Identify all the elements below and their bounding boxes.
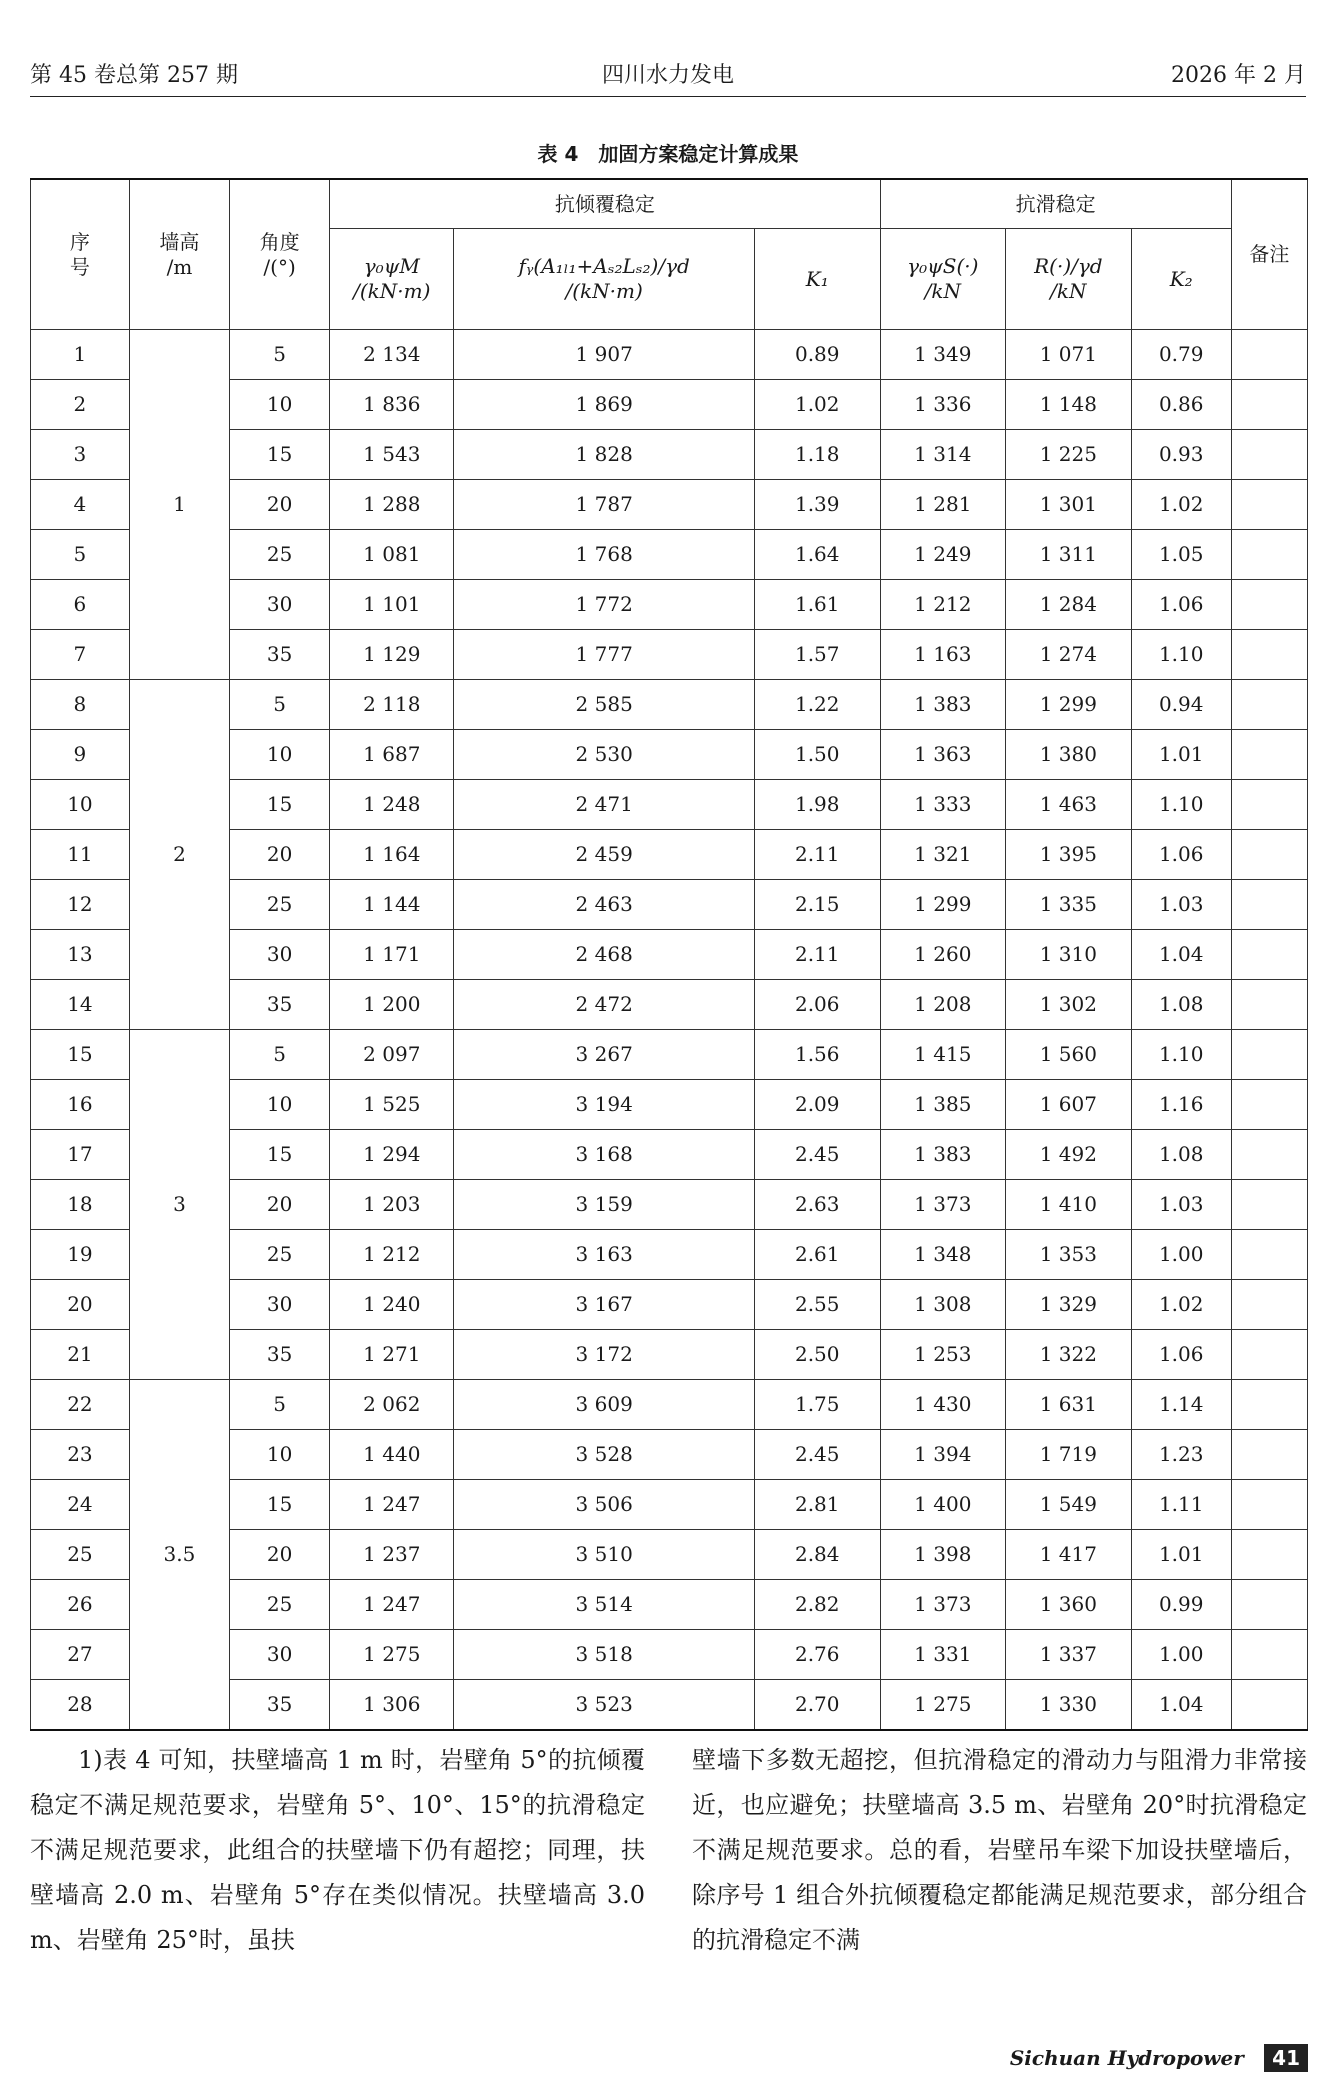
- cell-overturn-moment: 1 101: [330, 580, 454, 630]
- cell-k1: 1.22: [754, 680, 880, 730]
- cell-remarks: [1231, 380, 1307, 430]
- header-resist-moment: fᵧ(A₁ₗ₁+Aₛ₂Lₛ₂)/γd /(kN·m): [454, 229, 755, 330]
- cell-remarks: [1231, 430, 1307, 480]
- cell-angle: 30: [230, 580, 330, 630]
- cell-angle: 10: [230, 1430, 330, 1480]
- table-row: [31, 1380, 1308, 1430]
- cell-k1: 1.18: [754, 430, 880, 480]
- cell-slide-force: 1 212: [880, 580, 1006, 630]
- cell-overturn-moment: 2 097: [330, 1030, 454, 1080]
- cell-angle: 20: [230, 830, 330, 880]
- cell-k1: 2.11: [754, 930, 880, 980]
- issue-info: 第 45 卷总第 257 期: [30, 63, 238, 88]
- cell-angle: 25: [230, 1580, 330, 1630]
- cell-slide-force: 1 321: [880, 830, 1006, 880]
- header-angle: 角度 /(°): [230, 179, 330, 330]
- cell-angle: 35: [230, 1680, 330, 1731]
- cell-k1: 1.61: [754, 580, 880, 630]
- cell-seq: 17: [31, 1130, 130, 1180]
- cell-k1: 2.81: [754, 1480, 880, 1530]
- cell-resist-moment: 2 459: [454, 830, 755, 880]
- cell-seq: 22: [31, 1380, 130, 1430]
- cell-resist-force: 1 560: [1006, 1030, 1132, 1080]
- cell-remarks: [1231, 1580, 1307, 1630]
- cell-k2: 1.03: [1131, 880, 1231, 930]
- cell-seq: 25: [31, 1530, 130, 1580]
- cell-resist-moment: 2 585: [454, 680, 755, 730]
- cell-slide-force: 1 383: [880, 1130, 1006, 1180]
- cell-overturn-moment: 1 081: [330, 530, 454, 580]
- cell-angle: 5: [230, 330, 330, 380]
- cell-overturn-moment: 1 247: [330, 1580, 454, 1630]
- cell-remarks: [1231, 530, 1307, 580]
- cell-overturn-moment: 1 836: [330, 380, 454, 430]
- cell-k2: 0.79: [1131, 330, 1231, 380]
- cell-resist-moment: 1 828: [454, 430, 755, 480]
- cell-overturn-moment: 1 543: [330, 430, 454, 480]
- cell-overturn-moment: 1 129: [330, 630, 454, 680]
- cell-remarks: [1231, 680, 1307, 730]
- cell-remarks: [1231, 880, 1307, 930]
- cell-seq: 3: [31, 430, 130, 480]
- cell-slide-force: 1 394: [880, 1430, 1006, 1480]
- cell-remarks: [1231, 1380, 1307, 1430]
- cell-slide-force: 1 383: [880, 680, 1006, 730]
- cell-k2: 0.99: [1131, 1580, 1231, 1630]
- cell-resist-moment: 3 506: [454, 1480, 755, 1530]
- cell-resist-force: 1 311: [1006, 530, 1132, 580]
- header-k2: K₂: [1131, 229, 1231, 330]
- cell-k2: 1.06: [1131, 1330, 1231, 1380]
- cell-remarks: [1231, 1230, 1307, 1280]
- cell-remarks: [1231, 1330, 1307, 1380]
- header-wall-height: 墙高 /m: [129, 179, 229, 330]
- cell-angle: 5: [230, 1380, 330, 1430]
- cell-resist-moment: 1 772: [454, 580, 755, 630]
- cell-resist-force: 1 329: [1006, 1280, 1132, 1330]
- cell-overturn-moment: 1 248: [330, 780, 454, 830]
- cell-wall-height: 2: [129, 680, 229, 1030]
- cell-wall-height: 3: [129, 1030, 229, 1380]
- cell-k1: 2.45: [754, 1430, 880, 1480]
- cell-overturn-moment: 1 271: [330, 1330, 454, 1380]
- cell-k2: 1.00: [1131, 1230, 1231, 1280]
- cell-k1: 2.70: [754, 1680, 880, 1731]
- cell-angle: 35: [230, 980, 330, 1030]
- cell-overturn-moment: 1 306: [330, 1680, 454, 1731]
- cell-remarks: [1231, 1280, 1307, 1330]
- cell-seq: 15: [31, 1030, 130, 1080]
- cell-angle: 10: [230, 730, 330, 780]
- cell-angle: 15: [230, 1480, 330, 1530]
- cell-slide-force: 1 415: [880, 1030, 1006, 1080]
- cell-angle: 15: [230, 780, 330, 830]
- cell-remarks: [1231, 480, 1307, 530]
- footer-journal-name: Sichuan Hydropower: [1009, 2046, 1244, 2070]
- page-footer: [1010, 2044, 1308, 2076]
- cell-resist-moment: 2 463: [454, 880, 755, 930]
- cell-angle: 25: [230, 530, 330, 580]
- cell-slide-force: 1 349: [880, 330, 1006, 380]
- cell-slide-force: 1 314: [880, 430, 1006, 480]
- cell-seq: 20: [31, 1280, 130, 1330]
- cell-resist-moment: 2 530: [454, 730, 755, 780]
- cell-k2: 1.06: [1131, 580, 1231, 630]
- cell-overturn-moment: 1 687: [330, 730, 454, 780]
- cell-seq: 23: [31, 1430, 130, 1480]
- cell-k1: 2.09: [754, 1080, 880, 1130]
- running-head: [30, 58, 1306, 88]
- cell-overturn-moment: 1 247: [330, 1480, 454, 1530]
- cell-seq: 19: [31, 1230, 130, 1280]
- cell-k2: 0.94: [1131, 680, 1231, 730]
- cell-seq: 4: [31, 480, 130, 530]
- cell-remarks: [1231, 1080, 1307, 1130]
- header-overturn-moment: γ₀ψM /(kN·m): [330, 229, 454, 330]
- cell-remarks: [1231, 630, 1307, 680]
- cell-remarks: [1231, 1530, 1307, 1580]
- cell-k1: 2.11: [754, 830, 880, 880]
- cell-resist-force: 1 607: [1006, 1080, 1132, 1130]
- cell-resist-force: 1 631: [1006, 1380, 1132, 1430]
- cell-remarks: [1231, 830, 1307, 880]
- cell-seq: 9: [31, 730, 130, 780]
- cell-resist-moment: 3 523: [454, 1680, 755, 1731]
- cell-remarks: [1231, 1630, 1307, 1680]
- cell-angle: 5: [230, 680, 330, 730]
- cell-k2: 1.01: [1131, 1530, 1231, 1580]
- cell-slide-force: 1 281: [880, 480, 1006, 530]
- cell-resist-moment: 1 768: [454, 530, 755, 580]
- cell-angle: 20: [230, 1180, 330, 1230]
- cell-angle: 20: [230, 480, 330, 530]
- cell-angle: 20: [230, 1530, 330, 1580]
- cell-slide-force: 1 208: [880, 980, 1006, 1030]
- cell-slide-force: 1 398: [880, 1530, 1006, 1580]
- cell-remarks: [1231, 780, 1307, 830]
- table-row: [31, 1030, 1308, 1080]
- cell-remarks: [1231, 930, 1307, 980]
- cell-k2: 1.16: [1131, 1080, 1231, 1130]
- cell-resist-force: 1 492: [1006, 1130, 1132, 1180]
- cell-resist-force: 1 335: [1006, 880, 1132, 930]
- cell-k1: 1.98: [754, 780, 880, 830]
- cell-resist-force: 1 284: [1006, 580, 1132, 630]
- cell-overturn-moment: 1 203: [330, 1180, 454, 1230]
- cell-slide-force: 1 299: [880, 880, 1006, 930]
- cell-k2: 1.11: [1131, 1480, 1231, 1530]
- header-remarks: 备注: [1231, 179, 1307, 330]
- cell-resist-force: 1 380: [1006, 730, 1132, 780]
- cell-resist-force: 1 301: [1006, 480, 1132, 530]
- cell-k2: 1.05: [1131, 530, 1231, 580]
- cell-k1: 0.89: [754, 330, 880, 380]
- page-number: 41: [1264, 2044, 1308, 2072]
- cell-k2: 1.02: [1131, 480, 1231, 530]
- cell-slide-force: 1 275: [880, 1680, 1006, 1731]
- header-rule: [30, 96, 1306, 97]
- cell-overturn-moment: 2 118: [330, 680, 454, 730]
- cell-slide-force: 1 385: [880, 1080, 1006, 1130]
- cell-k2: 1.10: [1131, 780, 1231, 830]
- cell-remarks: [1231, 1430, 1307, 1480]
- cell-resist-force: 1 071: [1006, 330, 1132, 380]
- cell-seq: 6: [31, 580, 130, 630]
- cell-resist-force: 1 225: [1006, 430, 1132, 480]
- cell-seq: 16: [31, 1080, 130, 1130]
- cell-k1: 2.50: [754, 1330, 880, 1380]
- cell-resist-moment: 2 468: [454, 930, 755, 980]
- cell-angle: 10: [230, 1080, 330, 1130]
- cell-resist-force: 1 322: [1006, 1330, 1132, 1380]
- cell-wall-height: 1: [129, 330, 229, 680]
- cell-slide-force: 1 163: [880, 630, 1006, 680]
- cell-resist-force: 1 463: [1006, 780, 1132, 830]
- cell-k1: 1.64: [754, 530, 880, 580]
- cell-overturn-moment: 1 164: [330, 830, 454, 880]
- cell-slide-force: 1 331: [880, 1630, 1006, 1680]
- cell-resist-force: 1 417: [1006, 1530, 1132, 1580]
- cell-resist-moment: 2 472: [454, 980, 755, 1030]
- cell-resist-moment: 3 510: [454, 1530, 755, 1580]
- cell-resist-moment: 3 267: [454, 1030, 755, 1080]
- cell-angle: 35: [230, 1330, 330, 1380]
- header-seq: 序 号: [31, 179, 130, 330]
- cell-overturn-moment: 1 144: [330, 880, 454, 930]
- cell-k2: 0.93: [1131, 430, 1231, 480]
- header-k1: K₁: [754, 229, 880, 330]
- cell-angle: 25: [230, 880, 330, 930]
- cell-k2: 1.00: [1131, 1630, 1231, 1680]
- cell-overturn-moment: 1 525: [330, 1080, 454, 1130]
- cell-slide-force: 1 336: [880, 380, 1006, 430]
- cell-k1: 2.55: [754, 1280, 880, 1330]
- cell-slide-force: 1 253: [880, 1330, 1006, 1380]
- cell-k2: 1.04: [1131, 930, 1231, 980]
- cell-angle: 30: [230, 1280, 330, 1330]
- cell-angle: 10: [230, 380, 330, 430]
- cell-resist-moment: 3 168: [454, 1130, 755, 1180]
- cell-resist-force: 1 330: [1006, 1680, 1132, 1731]
- cell-overturn-moment: 1 212: [330, 1230, 454, 1280]
- cell-resist-force: 1 302: [1006, 980, 1132, 1030]
- cell-overturn-moment: 1 237: [330, 1530, 454, 1580]
- cell-k2: 1.08: [1131, 1130, 1231, 1180]
- cell-k2: 1.06: [1131, 830, 1231, 880]
- cell-k1: 2.15: [754, 880, 880, 930]
- cell-resist-force: 1 410: [1006, 1180, 1132, 1230]
- cell-resist-force: 1 310: [1006, 930, 1132, 980]
- cell-k1: 2.76: [754, 1630, 880, 1680]
- cell-k1: 2.63: [754, 1180, 880, 1230]
- cell-remarks: [1231, 1180, 1307, 1230]
- cell-slide-force: 1 373: [880, 1180, 1006, 1230]
- cell-seq: 11: [31, 830, 130, 880]
- stability-results-table: [30, 178, 1308, 1731]
- cell-k1: 1.50: [754, 730, 880, 780]
- cell-resist-force: 1 549: [1006, 1480, 1132, 1530]
- cell-seq: 27: [31, 1630, 130, 1680]
- cell-overturn-moment: 1 275: [330, 1630, 454, 1680]
- cell-seq: 2: [31, 380, 130, 430]
- cell-seq: 24: [31, 1480, 130, 1530]
- cell-resist-moment: 3 518: [454, 1630, 755, 1680]
- cell-overturn-moment: 1 240: [330, 1280, 454, 1330]
- cell-resist-force: 1 360: [1006, 1580, 1132, 1630]
- cell-seq: 21: [31, 1330, 130, 1380]
- cell-seq: 8: [31, 680, 130, 730]
- cell-k2: 1.10: [1131, 1030, 1231, 1080]
- cell-resist-moment: 3 609: [454, 1380, 755, 1430]
- cell-k1: 1.02: [754, 380, 880, 430]
- cell-k2: 1.10: [1131, 630, 1231, 680]
- cell-seq: 28: [31, 1680, 130, 1731]
- cell-seq: 1: [31, 330, 130, 380]
- cell-remarks: [1231, 580, 1307, 630]
- cell-slide-force: 1 308: [880, 1280, 1006, 1330]
- cell-slide-force: 1 249: [880, 530, 1006, 580]
- cell-angle: 25: [230, 1230, 330, 1280]
- cell-slide-force: 1 363: [880, 730, 1006, 780]
- body-paragraph-right: 壁墙下多数无超挖，但抗滑稳定的滑动力与阻滑力非常接近，也应避免；扶壁墙高 3.5 m、岩壁角 20°时抗滑稳定不满足规范要求。总的看，岩壁吊车梁下加设扶壁墙后，除序号 1 组合外抗倾覆稳定都能满足规范要求，部分组合的抗滑稳定不满: [692, 1746, 1307, 1954]
- cell-slide-force: 1 373: [880, 1580, 1006, 1630]
- cell-overturn-moment: 1 288: [330, 480, 454, 530]
- table-row: [31, 330, 1308, 380]
- cell-k1: 2.06: [754, 980, 880, 1030]
- header-sliding-group: 抗滑稳定: [880, 179, 1231, 229]
- cell-resist-force: 1 353: [1006, 1230, 1132, 1280]
- cell-wall-height: 3.5: [129, 1380, 229, 1731]
- cell-k1: 1.39: [754, 480, 880, 530]
- cell-k1: 1.75: [754, 1380, 880, 1430]
- cell-seq: 7: [31, 630, 130, 680]
- cell-seq: 14: [31, 980, 130, 1030]
- cell-angle: 15: [230, 1130, 330, 1180]
- table-row: [31, 680, 1308, 730]
- journal-title: 四川水力发电: [601, 63, 735, 88]
- cell-resist-force: 1 395: [1006, 830, 1132, 880]
- cell-slide-force: 1 348: [880, 1230, 1006, 1280]
- cell-slide-force: 1 400: [880, 1480, 1006, 1530]
- cell-resist-force: 1 337: [1006, 1630, 1132, 1680]
- cell-remarks: [1231, 1480, 1307, 1530]
- cell-k2: 1.04: [1131, 1680, 1231, 1731]
- cell-k2: 1.01: [1131, 730, 1231, 780]
- body-column-left: [30, 1738, 645, 1963]
- cell-remarks: [1231, 1130, 1307, 1180]
- cell-seq: 5: [31, 530, 130, 580]
- cell-angle: 30: [230, 1630, 330, 1680]
- cell-overturn-moment: 1 171: [330, 930, 454, 980]
- cell-resist-force: 1 299: [1006, 680, 1132, 730]
- body-paragraph-left: 1)表 4 可知，扶壁墙高 1 m 时，岩壁角 5°的抗倾覆稳定不满足规范要求，岩壁角 5°、10°、15°的抗滑稳定不满足规范要求，此组合的扶壁墙下仍有超挖；同理，扶壁墙高 2.0 m、岩壁角 5°存在类似情况。扶壁墙高 3.0 m、岩壁角 25°时，虽扶: [30, 1746, 645, 1954]
- cell-resist-moment: 2 471: [454, 780, 755, 830]
- cell-seq: 10: [31, 780, 130, 830]
- cell-k1: 2.84: [754, 1530, 880, 1580]
- cell-slide-force: 1 260: [880, 930, 1006, 980]
- cell-k1: 1.56: [754, 1030, 880, 1080]
- cell-k2: 1.23: [1131, 1430, 1231, 1480]
- cell-resist-moment: 3 159: [454, 1180, 755, 1230]
- cell-slide-force: 1 333: [880, 780, 1006, 830]
- cell-resist-force: 1 274: [1006, 630, 1132, 680]
- cell-overturn-moment: 2 134: [330, 330, 454, 380]
- cell-seq: 13: [31, 930, 130, 980]
- cell-resist-moment: 1 787: [454, 480, 755, 530]
- cell-seq: 12: [31, 880, 130, 930]
- cell-remarks: [1231, 1030, 1307, 1080]
- cell-k2: 0.86: [1131, 380, 1231, 430]
- cell-overturn-moment: 1 440: [330, 1430, 454, 1480]
- cell-angle: 15: [230, 430, 330, 480]
- cell-k2: 1.02: [1131, 1280, 1231, 1330]
- cell-k1: 1.57: [754, 630, 880, 680]
- cell-resist-force: 1 719: [1006, 1430, 1132, 1480]
- cell-overturn-moment: 1 200: [330, 980, 454, 1030]
- cell-resist-force: 1 148: [1006, 380, 1132, 430]
- cell-slide-force: 1 430: [880, 1380, 1006, 1430]
- table-body: [31, 330, 1308, 1731]
- cell-resist-moment: 3 194: [454, 1080, 755, 1130]
- cell-resist-moment: 3 163: [454, 1230, 755, 1280]
- cell-resist-moment: 3 514: [454, 1580, 755, 1630]
- cell-seq: 26: [31, 1580, 130, 1630]
- cell-remarks: [1231, 980, 1307, 1030]
- table-caption: 表 4 加固方案稳定计算成果: [537, 142, 799, 166]
- header-overturn-group: 抗倾覆稳定: [330, 179, 880, 229]
- cell-resist-moment: 1 777: [454, 630, 755, 680]
- body-column-right: [692, 1738, 1307, 1963]
- cell-resist-moment: 3 172: [454, 1330, 755, 1380]
- cell-remarks: [1231, 330, 1307, 380]
- header-slide-force: γ₀ψS(·) /kN: [880, 229, 1006, 330]
- cell-resist-moment: 3 528: [454, 1430, 755, 1480]
- cell-resist-moment: 1 907: [454, 330, 755, 380]
- cell-resist-moment: 1 869: [454, 380, 755, 430]
- cell-overturn-moment: 1 294: [330, 1130, 454, 1180]
- cell-resist-moment: 3 167: [454, 1280, 755, 1330]
- header-resist-force: R(·)/γd /kN: [1006, 229, 1132, 330]
- cell-seq: 18: [31, 1180, 130, 1230]
- cell-k1: 2.45: [754, 1130, 880, 1180]
- cell-k1: 2.61: [754, 1230, 880, 1280]
- cell-overturn-moment: 2 062: [330, 1380, 454, 1430]
- cell-k1: 2.82: [754, 1580, 880, 1630]
- cell-remarks: [1231, 730, 1307, 780]
- cell-k2: 1.03: [1131, 1180, 1231, 1230]
- issue-date: 2026 年 2 月: [1171, 63, 1306, 88]
- cell-remarks: [1231, 1680, 1307, 1731]
- cell-k2: 1.14: [1131, 1380, 1231, 1430]
- cell-angle: 35: [230, 630, 330, 680]
- cell-angle: 5: [230, 1030, 330, 1080]
- cell-angle: 30: [230, 930, 330, 980]
- cell-k2: 1.08: [1131, 980, 1231, 1030]
